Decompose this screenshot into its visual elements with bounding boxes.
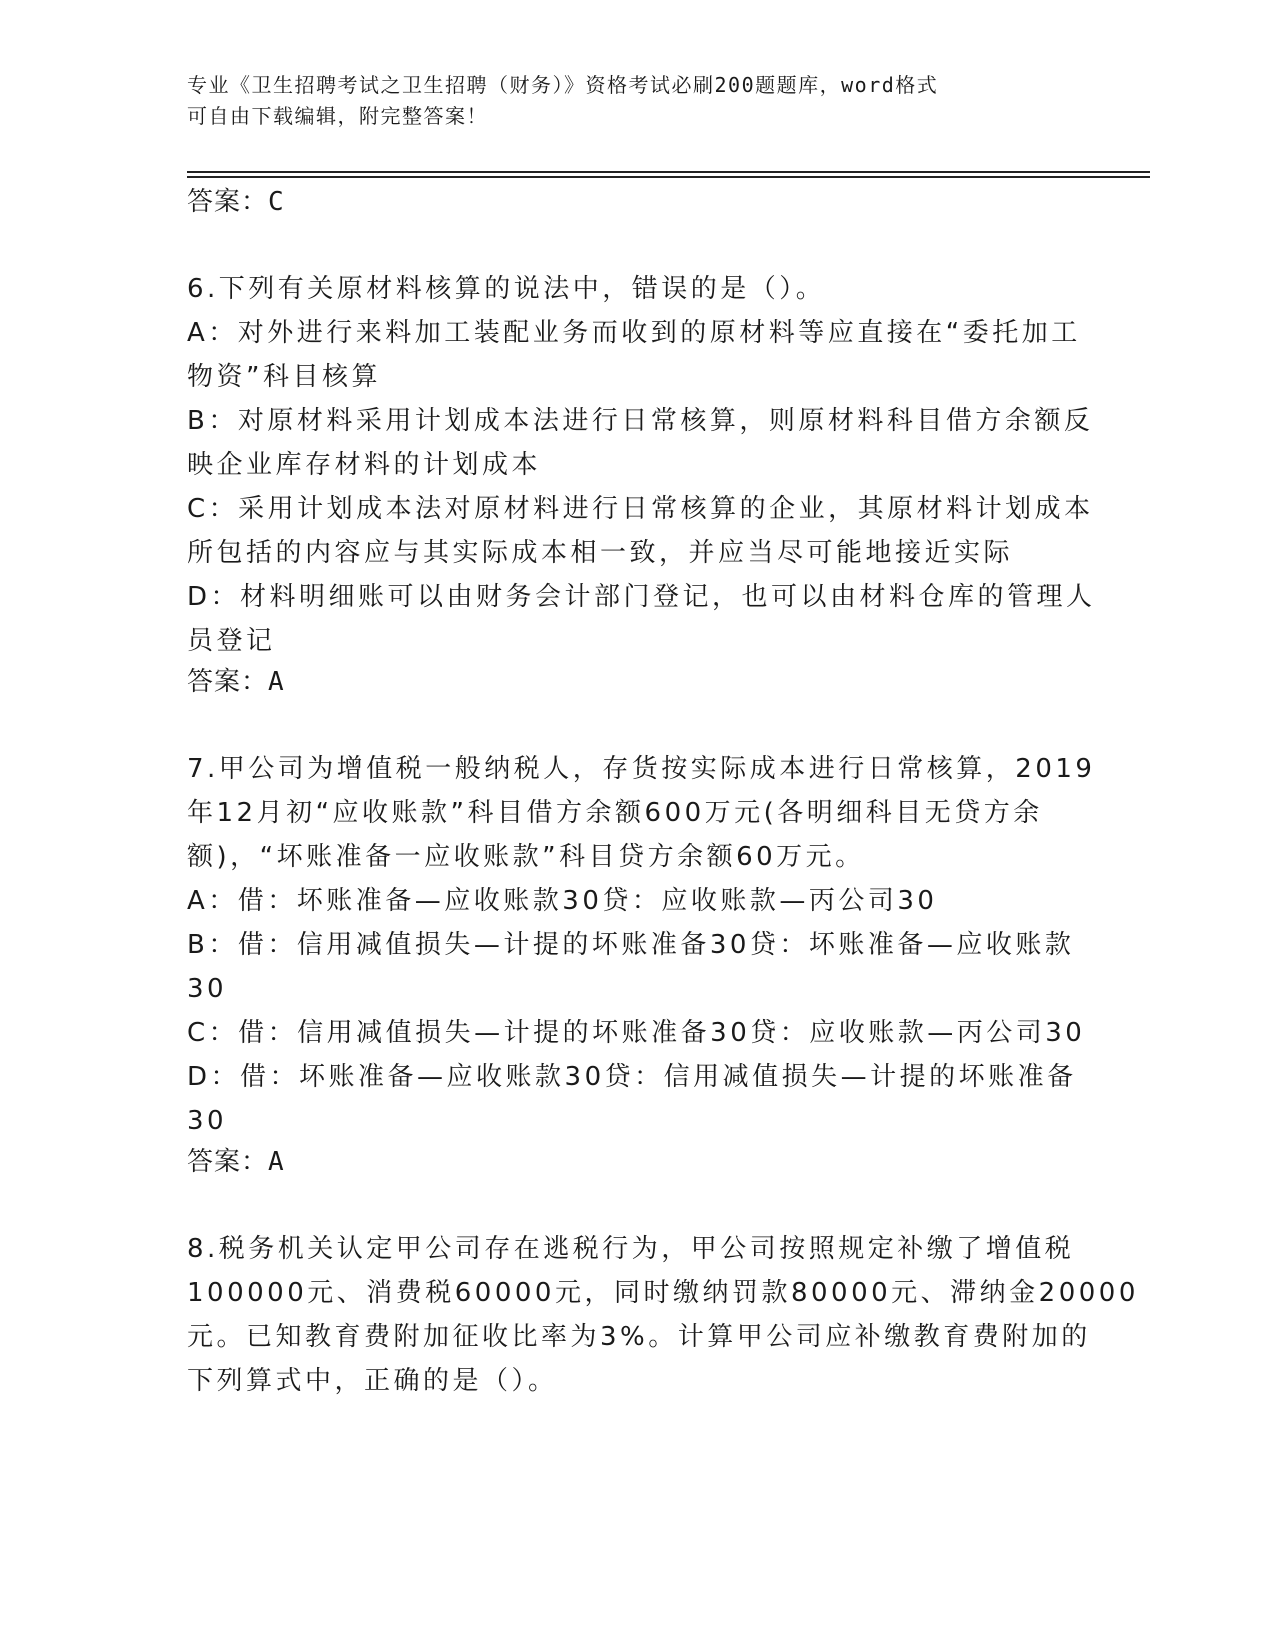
question-6-option-d-line-1: D：材料明细账可以由财务会计部门登记，也可以由材料仓库的管理人	[187, 582, 1096, 612]
question-6-option-b-line-2: 映企业库存材料的计划成本	[187, 450, 542, 480]
question-7-stem-line-3: 额)，“坏账准备一应收账款”科目贷方余额60万元。	[187, 842, 865, 872]
question-6-option-a-line-1: A：对外进行来料加工装配业务而收到的原材料等应直接在“委托加工	[187, 318, 1081, 348]
answer-q5: 答案：C	[187, 187, 285, 217]
question-6-option-d-line-2: 员登记	[187, 626, 276, 656]
header-rule-bottom	[187, 176, 1150, 178]
answer-q7: 答案：A	[187, 1147, 285, 1177]
question-8-stem-line-4: 下列算式中，正确的是（）。	[187, 1366, 558, 1396]
question-7-option-a: A：借：坏账准备—应收账款30贷：应收账款—丙公司30	[187, 886, 938, 916]
answer-q6: 答案：A	[187, 667, 285, 697]
question-7-option-b-line-1: B：借：信用减值损失—计提的坏账准备30贷：坏账准备—应收账款	[187, 930, 1075, 960]
question-7-option-d-line-1: D：借：坏账准备—应收账款30贷：信用减值损失—计提的坏账准备	[187, 1062, 1077, 1092]
header-rule-top	[187, 171, 1150, 173]
question-8-stem-line-2: 100000元、消费税60000元，同时缴纳罚款80000元、滞纳金20000	[187, 1278, 1139, 1308]
question-7-stem-line-2: 年12月初“应收账款”科目借方余额600万元(各明细科目无贷方余	[187, 798, 1043, 828]
question-6-stem: 6.下列有关原材料核算的说法中，错误的是（）。	[187, 274, 826, 304]
question-6-option-b-line-1: B：对原材料采用计划成本法进行日常核算，则原材料科目借方余额反	[187, 406, 1094, 436]
question-7-stem-line-1: 7.甲公司为增值税一般纳税人，存货按实际成本进行日常核算，2019	[187, 754, 1096, 784]
question-7-option-b-line-2: 30	[187, 974, 228, 1004]
question-6-option-c-line-1: C：采用计划成本法对原材料进行日常核算的企业，其原材料计划成本	[187, 494, 1094, 524]
question-6-option-c-line-2: 所包括的内容应与其实际成本相一致，并应当尽可能地接近实际	[187, 538, 1014, 568]
question-7-option-c: C：借：信用减值损失—计提的坏账准备30贷：应收账款—丙公司30	[187, 1018, 1086, 1048]
question-8-stem-line-1: 8.税务机关认定甲公司存在逃税行为，甲公司按照规定补缴了增值税	[187, 1234, 1075, 1264]
document-header-line-1: 专业《卫生招聘考试之卫生招聘（财务）》资格考试必刷200题题库，word格式	[187, 73, 939, 97]
question-6-option-a-line-2: 物资”科目核算	[187, 362, 381, 392]
document-header-line-2: 可自由下载编辑，附完整答案！	[187, 104, 488, 128]
question-7-option-d-line-2: 30	[187, 1106, 228, 1136]
question-8-stem-line-3: 元。已知教育费附加征收比率为3%。计算甲公司应补缴教育费附加的	[187, 1322, 1091, 1352]
